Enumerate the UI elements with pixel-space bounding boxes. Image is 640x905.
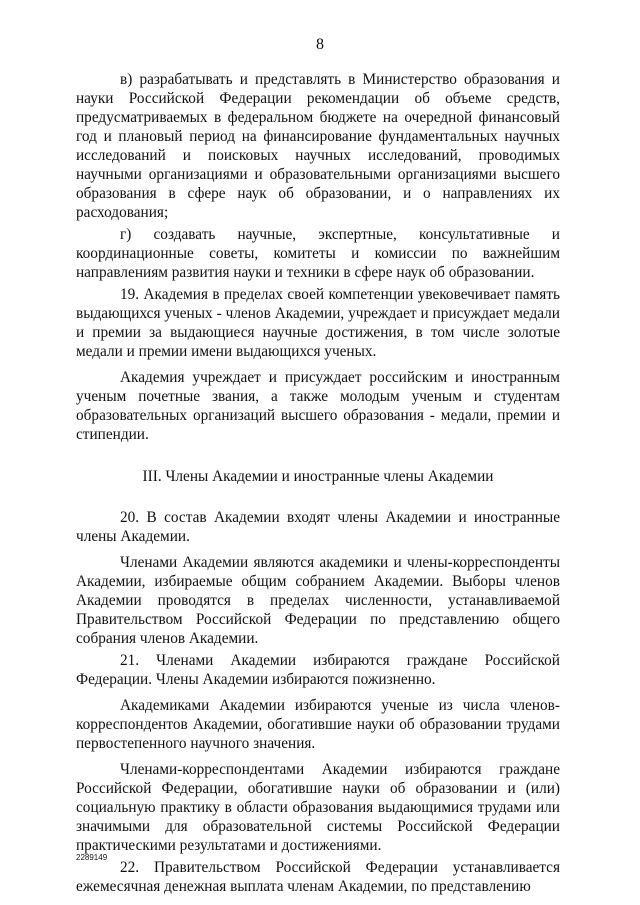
paragraph-20: 20. В состав Академии входят члены Академии и иностранные члены Академии. <box>76 509 560 545</box>
page-number: 8 <box>316 36 324 53</box>
document-code: 2289149 <box>76 853 108 862</box>
paragraph-22: 22. Правительством Российской Федерации устанавливается ежемесячная денежная выплата членам Академии, по представлению <box>76 859 560 895</box>
paragraph-19: 19. Академия в пределах своей компетенции увековечивает память выдающихся ученых - членов Академии, учреждает и присуждает медали и премии за выдающиеся научные достижения, в том числе золотые медали и премии имени выдающихся ученых. <box>76 286 560 360</box>
paragraph-21-academicians: Академиками Академии избираются ученые из числа членов-корреспондентов Академии, обогатившие науки об образовании трудами первостепенного научного значения. <box>76 697 560 752</box>
paragraph-item-v: в) разрабатывать и представлять в Министерство образования и науки Российской Федерации рекомендации об объеме средств, предусматриваемых в федеральном бюджете на очередной финансовый год и плановый период на финансирование фундаментальных научных исследований и поисковых научных исследований, проводимых научными организациями и образовательными организациями высшего образования в сфере наук об образовании, и о направлениях их расходования; <box>76 71 560 221</box>
paragraph-21: 21. Членами Академии избираются граждане Российской Федерации. Члены Академии избираются пожизненно. <box>76 652 560 688</box>
document-body <box>76 70 560 903</box>
paragraph-21-corresponding: Членами-корреспондентами Академии избираются граждане Российской Федерации, обогатившие науки об образовании и (или) социальную практику в области образования выдающимися трудами или значимыми для образовательной системы Российской Федерации практическими результатами и достижениями. <box>76 761 560 854</box>
paragraph-20-members: Членами Академии являются академики и члены-корреспонденты Академии, избираемые общим собранием Академии. Выборы членов Академии проводятся в пределах численности, устанавливаемой Правительством Российской Федерации по представлению общего собрания членов Академии. <box>76 554 560 647</box>
paragraph-19-awards: Академия учреждает и присуждает российским и иностранным ученым почетные звания, а также молодым ученым и студентам образовательных организаций высшего образования - медали, премии и стипендии. <box>76 369 560 443</box>
section-heading: III. Члены Академии и иностранные члены Академии <box>142 468 494 485</box>
paragraph-item-g: г) создавать научные, экспертные, консультативные и координационные советы, комитеты и комиссии по важнейшим направлениям развития науки и техники в сфере наук об образовании. <box>76 226 560 281</box>
